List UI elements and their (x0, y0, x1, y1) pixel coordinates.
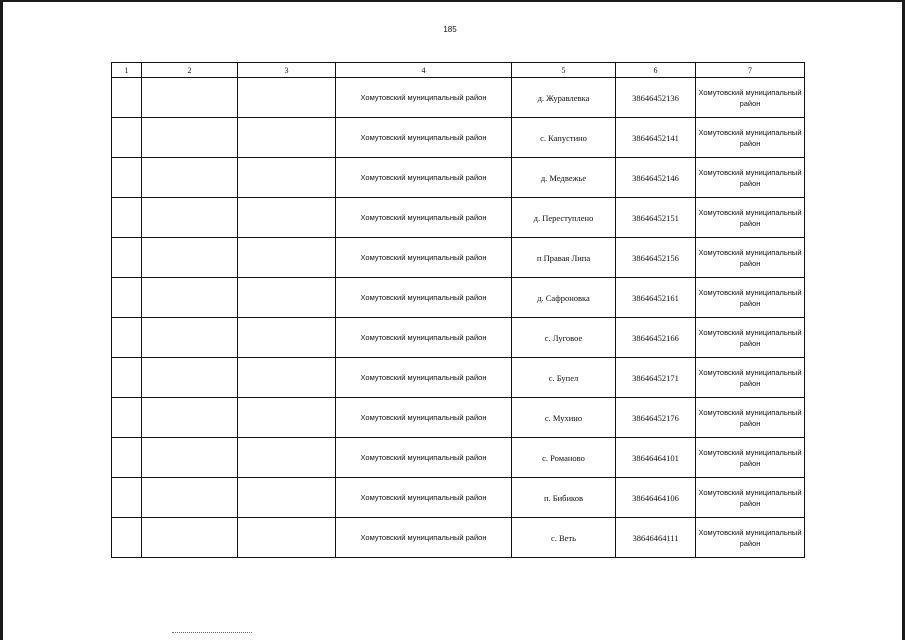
cell-col-2 (142, 118, 238, 158)
cell-settlement: д. Сафроновка (512, 278, 616, 318)
header-col-3: 3 (238, 63, 336, 78)
cell-municipality: Хомутовский муниципальный район (696, 278, 805, 318)
cell-col-2 (142, 358, 238, 398)
cell-col-3 (238, 118, 336, 158)
cell-district: Хомутовский муниципальный район (336, 118, 512, 158)
cell-municipality: Хомутовский муниципальный район (696, 198, 805, 238)
cell-code: 38646452136 (616, 78, 696, 118)
cell-settlement: д. Журавлевка (512, 78, 616, 118)
cell-district: Хомутовский муниципальный район (336, 198, 512, 238)
scan-border-left (0, 0, 3, 640)
header-col-7: 7 (696, 63, 805, 78)
cell-municipality: Хомутовский муниципальный район (696, 398, 805, 438)
cell-settlement: с. Мухино (512, 398, 616, 438)
cell-col-3 (238, 478, 336, 518)
cell-code: 38646452141 (616, 118, 696, 158)
scan-border-top (0, 0, 905, 2)
page-number: 185 (443, 25, 457, 34)
cell-col-1 (112, 278, 142, 318)
table-row (112, 278, 805, 318)
header-col-4: 4 (336, 63, 512, 78)
cell-district: Хомутовский муниципальный район (336, 318, 512, 358)
cell-municipality: Хомутовский муниципальный район (696, 358, 805, 398)
cell-col-3 (238, 398, 336, 438)
cell-municipality: Хомутовский муниципальный район (696, 158, 805, 198)
cell-col-1 (112, 158, 142, 198)
cell-col-2 (142, 438, 238, 478)
cell-municipality: Хомутовский муниципальный район (696, 438, 805, 478)
cell-col-3 (238, 198, 336, 238)
cell-col-3 (238, 358, 336, 398)
cell-col-3 (238, 158, 336, 198)
table-row (112, 398, 805, 438)
table-row (112, 118, 805, 158)
cell-settlement: д. Медвежье (512, 158, 616, 198)
cell-district: Хомутовский муниципальный район (336, 278, 512, 318)
cell-code: 38646452146 (616, 158, 696, 198)
cell-district: Хомутовский муниципальный район (336, 78, 512, 118)
table-row (112, 158, 805, 198)
cell-col-2 (142, 278, 238, 318)
cell-code: 38646452176 (616, 398, 696, 438)
cell-settlement: с. Романово (512, 438, 616, 478)
cell-code: 38646464111 (616, 518, 696, 558)
cell-district: Хомутовский муниципальный район (336, 238, 512, 278)
cell-col-2 (142, 318, 238, 358)
header-col-2: 2 (142, 63, 238, 78)
header-col-5: 5 (512, 63, 616, 78)
cell-district: Хомутовский муниципальный район (336, 358, 512, 398)
cell-col-2 (142, 198, 238, 238)
cell-col-3 (238, 238, 336, 278)
header-row (112, 63, 805, 78)
cell-col-1 (112, 358, 142, 398)
cell-col-3 (238, 278, 336, 318)
cell-col-2 (142, 398, 238, 438)
table-row (112, 238, 805, 278)
cell-district: Хомутовский муниципальный район (336, 438, 512, 478)
cell-district: Хомутовский муниципальный район (336, 478, 512, 518)
cell-municipality: Хомутовский муниципальный район (696, 318, 805, 358)
cell-col-2 (142, 78, 238, 118)
table-row (112, 198, 805, 238)
table-body (112, 78, 805, 558)
cell-col-1 (112, 518, 142, 558)
cell-code: 38646464106 (616, 478, 696, 518)
cell-municipality: Хомутовский муниципальный район (696, 478, 805, 518)
cell-code: 38646464101 (616, 438, 696, 478)
cell-col-1 (112, 318, 142, 358)
cell-settlement: с. Луговое (512, 318, 616, 358)
cell-code: 38646452156 (616, 238, 696, 278)
cell-settlement: с. Бупел (512, 358, 616, 398)
table-row (112, 478, 805, 518)
table-row (112, 518, 805, 558)
cell-code: 38646452171 (616, 358, 696, 398)
cell-col-2 (142, 158, 238, 198)
cell-municipality: Хомутовский муниципальный район (696, 518, 805, 558)
cell-settlement: п. Бибиков (512, 478, 616, 518)
table-row (112, 438, 805, 478)
table-row (112, 78, 805, 118)
cell-code: 38646452151 (616, 198, 696, 238)
table-row (112, 318, 805, 358)
cell-col-3 (238, 78, 336, 118)
cell-code: 38646452166 (616, 318, 696, 358)
cell-col-2 (142, 238, 238, 278)
cell-district: Хомутовский муниципальный район (336, 398, 512, 438)
cell-col-3 (238, 318, 336, 358)
cell-col-1 (112, 238, 142, 278)
cell-code: 38646452161 (616, 278, 696, 318)
registry-table (111, 62, 805, 558)
scan-artifact-mark (172, 632, 252, 637)
cell-col-1 (112, 398, 142, 438)
cell-municipality: Хомутовский муниципальный район (696, 78, 805, 118)
cell-district: Хомутовский муниципальный район (336, 158, 512, 198)
cell-settlement: с. Капустино (512, 118, 616, 158)
cell-municipality: Хомутовский муниципальный район (696, 238, 805, 278)
cell-col-1 (112, 78, 142, 118)
cell-municipality: Хомутовский муниципальный район (696, 118, 805, 158)
cell-col-1 (112, 478, 142, 518)
cell-settlement: с. Веть (512, 518, 616, 558)
cell-col-1 (112, 198, 142, 238)
cell-district: Хомутовский муниципальный район (336, 518, 512, 558)
cell-col-1 (112, 118, 142, 158)
header-col-1: 1 (112, 63, 142, 78)
cell-settlement: п Правая Липа (512, 238, 616, 278)
table-header (112, 63, 805, 78)
cell-col-1 (112, 438, 142, 478)
header-col-6: 6 (616, 63, 696, 78)
cell-col-2 (142, 478, 238, 518)
cell-col-3 (238, 438, 336, 478)
cell-col-2 (142, 518, 238, 558)
cell-settlement: д. Переступлено (512, 198, 616, 238)
table-row (112, 358, 805, 398)
cell-col-3 (238, 518, 336, 558)
